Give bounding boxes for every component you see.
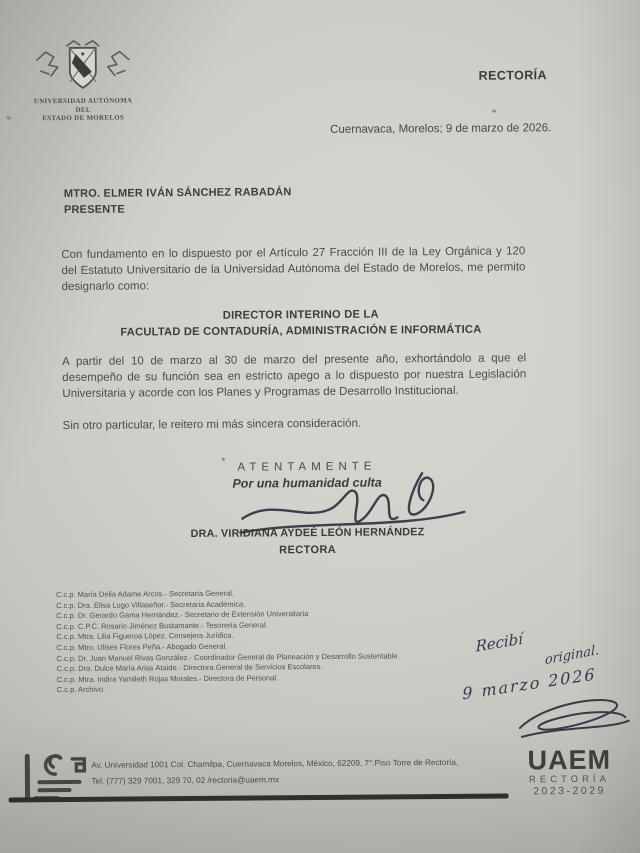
brand-office: RECTORÍA (528, 773, 610, 786)
cc-line: C.c.p. Dra. Dulce María Arias Ataide.- Directora General de Servicios Escolares. (56, 662, 323, 674)
handwritten-date: 9 marzo 2026 (462, 664, 597, 704)
cc-line: C.c.p. Dr. Juan Manuel Rivas González.- Coordinador General de Planeación y Desarrollo Sustentable. (56, 650, 400, 663)
signer-title: RECTORA (279, 543, 337, 557)
cc-line: C.c.p. Dr. Gerardo Gama Hernández.- Secretario de Extensión Universitaria (56, 609, 309, 621)
addressee-block (64, 184, 292, 218)
university-name-line2: ESTADO DE MORELOS (42, 114, 125, 123)
footer-address-line2: Tel. (777) 329 7001, 329 70, 02 /rectoria@uaem.mx (91, 774, 280, 786)
cc-line: C.c.p. María Delia Adame Arcos.- Secretaria General. (55, 588, 235, 600)
institutional-motto: Por una humanidad culta (232, 475, 382, 491)
addressee-salutation: PRESENTE (63, 203, 125, 217)
cc-line: C.c.p. Dra. Elisa Lugo Villaseñor.- Secretaria Académica. (56, 599, 246, 610)
handwritten-original-word: original. (544, 642, 600, 669)
date-line: Cuernavaca, Morelos; 9 de marzo de 2026. (330, 122, 552, 136)
appointment-line2: FACULTAD DE CONTADURÍA, ADMINISTRACIÓN E INFORMÁTICA (120, 323, 482, 339)
uaem-wordmark: UAEM (527, 744, 612, 776)
footer-brand (514, 746, 624, 798)
letterhead-crest (27, 37, 140, 123)
office-label: RECTORÍA (478, 68, 547, 83)
received-ink-signature-icon (512, 690, 634, 745)
signer-name: DRA. VIRIDIANA AYDEÉ LEÓN HERNÁNDEZ (190, 526, 425, 541)
paper-speck (222, 458, 225, 461)
addressee-name: MTRO. ELMER IVÁN SÁNCHEZ RABADÁN (63, 186, 292, 201)
appointment-line1: DIRECTOR INTERINO DE LA (222, 308, 379, 322)
cc-line: C.c.p. Archivo. (56, 685, 106, 695)
cc-line: C.c.p. Mtra. Indira Yamileth Rojas Morales.- Directora de Personal. (56, 673, 279, 684)
cc-line: C.c.p. C.P.C. Rosario Jiménez Bustamante.- Tesorería General. (56, 620, 268, 631)
cc-list (56, 587, 400, 696)
body-paragraph-2: A partir del 10 de marzo al 30 de marzo del presente año, exhortándolo a que el desempeño de su función sea en estricto apego a lo dispuesto por nuestra Legislación Universitaria y acorde con los Planes y Programas de Desarrollo Institucional. (62, 352, 527, 400)
paper-speck (6, 115, 12, 120)
body-paragraph-1: Con fundamento en lo dispuesto por el Artículo 27 Fracción III de la Ley Orgánica y 120 del Estatuto Universitario de la Universidad Autónoma del Estado de Morelos, me permito designarlo como: (61, 245, 526, 293)
paper-speck (492, 110, 496, 113)
cc-line: C.c.p. Mtra. Lilia Figueroa López. Consejera Jurídica. (56, 631, 234, 642)
university-name-line1: UNIVERSIDAD AUTÓNOMA DEL (33, 97, 133, 114)
closing-line: ATENTAMENTE (237, 460, 377, 474)
university-name (27, 97, 139, 123)
uaem-coat-of-arms-icon (27, 37, 139, 96)
appointment-title (62, 305, 540, 341)
cc-line: C.c.p. Mtro. Ulises Flores Peña.- Abogado General. (56, 641, 228, 653)
footer-address-line1: Av. Universidad 1001 Col. Chamilpa, Cuernavaca Morelos, México, 62209, 7°.Piso Torre de Rectoría, (91, 757, 459, 770)
handwritten-received-word: Recibí (475, 629, 524, 656)
brand-period: 2023-2029 (533, 784, 606, 798)
body-paragraph-3: Sin otro particular, le reitero mi más sincera consideración. (62, 417, 362, 433)
footer-address (91, 755, 471, 789)
